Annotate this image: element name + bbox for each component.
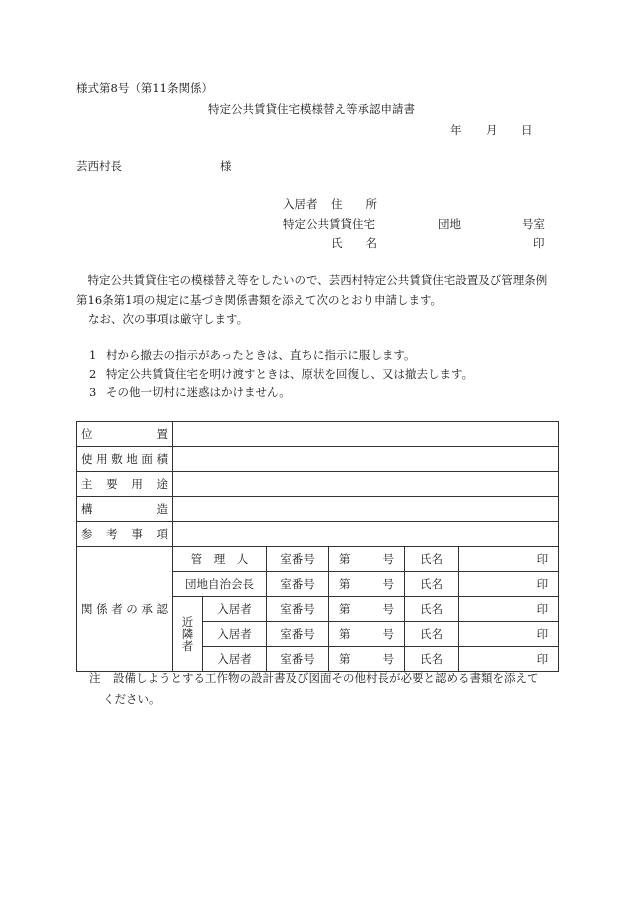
footer-note-line1: 設備しようとする工作物の設計書及び図面その他村長が必要と認める書類を添えて (113, 671, 539, 685)
body-note: なお、次の事項は厳守します。 (88, 312, 249, 326)
date-day: 日 (521, 123, 533, 137)
go-label: 号 (382, 627, 394, 641)
location-value[interactable] (173, 422, 559, 447)
applicant-label: 入居者 (283, 197, 318, 211)
approver-role: 団地自治会長 (173, 572, 267, 597)
item-text: 特定公共賃貸住宅を明け渡すときは、原状を回復し、又は撤去します。 (106, 367, 474, 381)
structure-value[interactable] (173, 497, 559, 522)
document-title: 特定公共賃貸住宅模様替え等承認申請書 (208, 102, 415, 116)
name-label: 氏名 (405, 647, 459, 672)
seal-cell[interactable]: 印 (459, 597, 559, 622)
name-label: 氏名 (405, 597, 459, 622)
applicant-address-label: 住 所 (331, 197, 377, 211)
neighbor-role: 入居者 (203, 647, 267, 672)
table-row (77, 522, 559, 547)
applicant-room: 号室 (522, 217, 545, 231)
item-text: 村から撤去の指示があったときは、直ちに指示に服します。 (106, 348, 416, 362)
form-number: 様式第8号（第11条関係） (76, 81, 213, 95)
body-paragraph: 特定公共賃貸住宅の模様替え等をしたいので、芸西村特定公共賃貸住宅設置及び管理条例第16条第1項の規定に基づき関係書類を添えて次のとおり申請します。 (76, 273, 548, 307)
name-label: 氏名 (405, 572, 459, 597)
addressee-name: 芸西村長 (76, 159, 122, 173)
row-label-site-area: 使用敷地面積 (77, 447, 173, 472)
seal-cell[interactable]: 印 (459, 622, 559, 647)
table-row (77, 472, 559, 497)
room-number-cell[interactable] (329, 597, 405, 622)
applicant-seal: 印 (533, 236, 545, 250)
row-label-structure: 構造 (77, 497, 173, 522)
date-month: 月 (486, 123, 498, 137)
room-number-label: 室番号 (267, 547, 329, 572)
dai-label: 第 (339, 577, 351, 591)
date-year: 年 (450, 123, 462, 137)
go-label: 号 (382, 577, 394, 591)
room-number-label: 室番号 (267, 597, 329, 622)
dai-label: 第 (339, 652, 351, 666)
neighbor-label (173, 597, 203, 672)
item-text: その他一切村に迷惑はかけません。 (106, 385, 291, 399)
seal-cell[interactable]: 印 (459, 572, 559, 597)
approver-role: 管 理 人 (173, 547, 267, 572)
seal-cell[interactable]: 印 (459, 547, 559, 572)
room-number-cell[interactable] (329, 547, 405, 572)
go-label: 号 (382, 602, 394, 616)
neighbor-role: 入居者 (203, 622, 267, 647)
room-number-label: 室番号 (267, 572, 329, 597)
room-number-cell[interactable] (329, 622, 405, 647)
footer-note-line2: ください。 (103, 692, 161, 706)
neighbor-label-char: 者 (181, 639, 194, 654)
room-number-cell[interactable] (329, 647, 405, 672)
table-row (77, 422, 559, 447)
room-number-label: 室番号 (267, 647, 329, 672)
name-label: 氏名 (405, 622, 459, 647)
row-label-reference: 参考事項 (77, 522, 173, 547)
main-use-value[interactable] (173, 472, 559, 497)
name-label: 氏名 (405, 547, 459, 572)
item-number: 1 (89, 348, 97, 362)
approval-row (77, 547, 559, 572)
reference-value[interactable] (173, 522, 559, 547)
seal-cell[interactable]: 印 (459, 647, 559, 672)
approval-label: 関係者の承認 (77, 547, 173, 672)
neighbor-label-char: 近 (181, 614, 194, 629)
item-number: 3 (89, 385, 97, 399)
table-row (77, 447, 559, 472)
application-table (76, 421, 559, 672)
dai-label: 第 (339, 602, 351, 616)
item-number: 2 (89, 367, 97, 381)
go-label: 号 (382, 552, 394, 566)
neighbor-label-char: 隣 (181, 626, 194, 641)
applicant-danchi: 団地 (438, 217, 461, 231)
go-label: 号 (382, 652, 394, 666)
applicant-name-label: 氏 名 (331, 236, 377, 250)
room-number-cell[interactable] (329, 572, 405, 597)
room-number-label: 室番号 (267, 622, 329, 647)
neighbor-role: 入居者 (203, 597, 267, 622)
footer-note-mark: 注 (89, 671, 101, 685)
row-label-location: 位置 (77, 422, 173, 447)
applicant-housing-label: 特定公共賃貸住宅 (283, 217, 375, 231)
row-label-main-use: 主要用途 (77, 472, 173, 497)
dai-label: 第 (339, 552, 351, 566)
site-area-value[interactable] (173, 447, 559, 472)
dai-label: 第 (339, 627, 351, 641)
table-row (77, 497, 559, 522)
addressee-suffix: 様 (220, 159, 232, 173)
